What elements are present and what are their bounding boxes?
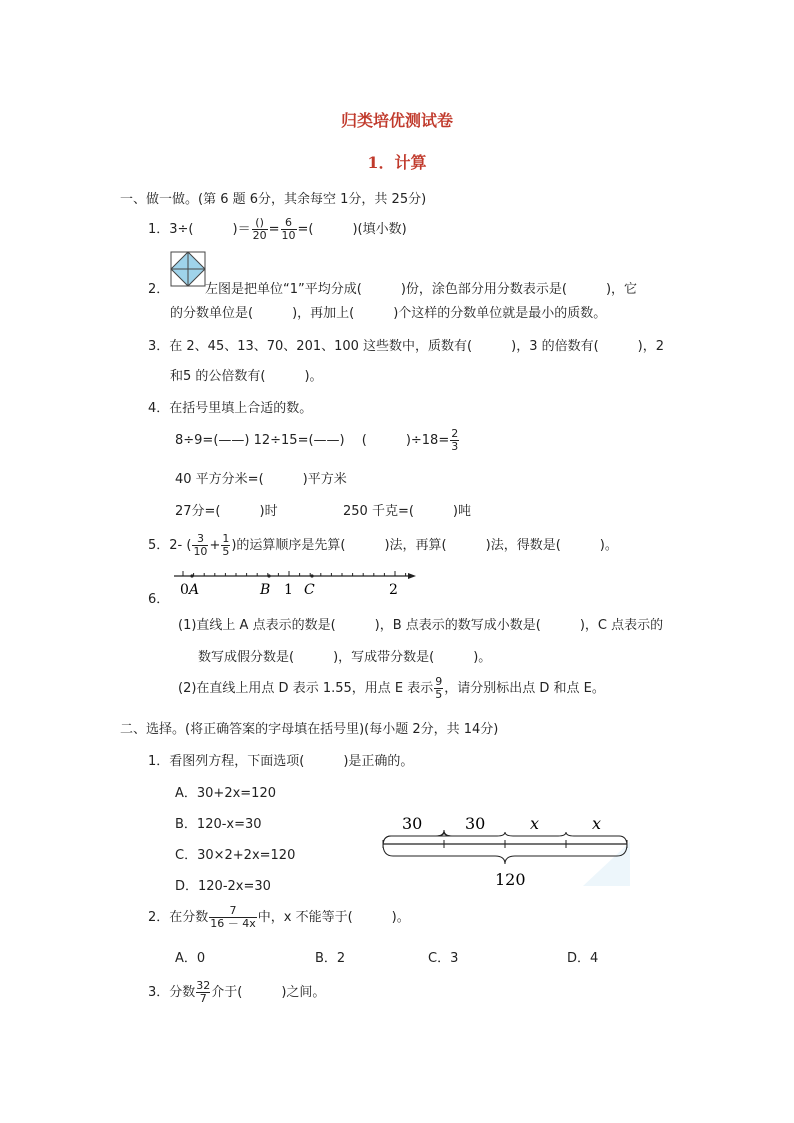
s2-q2-option-a: A．0 [175, 951, 206, 966]
question-1-1 [148, 217, 407, 242]
q3-line-2: 和5 的公倍数有( )。 [170, 369, 323, 384]
segment-label-2: 30 [465, 814, 486, 833]
s2-q2-text-a: 2．在分数 [148, 910, 209, 925]
q5-text-a: 5．2- ( [148, 538, 192, 553]
s2-q2-fraction: $\frac{7}{16 - 4x}$ [210, 904, 256, 930]
square-figure [170, 251, 206, 287]
tick-label-1: 1 [284, 582, 293, 598]
q6-fraction: $\frac{9}{5}$ [435, 675, 443, 701]
s2-q1-option-d: D．120-2x=30 [175, 879, 271, 894]
section-2-heading: 二、选择。(将正确答案的字母填在括号里)(每小题 2分，共 14分) [120, 722, 499, 737]
number-line [170, 566, 420, 600]
q6-part-2-text-b: ，请分别标出点 D 和点 E。 [444, 681, 605, 696]
point-label-c: C [304, 582, 315, 598]
q4-row-2: 40 平方分米=( )平方米 [175, 472, 347, 487]
section-1-heading: 一、做一做。(第 6 题 6分，其余每空 1分，共 25分) [120, 192, 427, 207]
q6-part-2-text-a: (2)在直线上用点 D 表示 1.55，用点 E 表示 [178, 681, 434, 696]
s2-question-3 [148, 980, 325, 1005]
page-title: 归类培优测试卷 [340, 111, 453, 130]
s2-q2-option-b: B．2 [315, 951, 346, 966]
tick-label-2: 2 [389, 582, 398, 598]
q5-text-b: )的运算顺序是先算( )法，再算( )法，得数是( )。 [231, 538, 618, 553]
point-label-a: A [189, 582, 200, 598]
q1-text-a: 1．3÷( )＝ [148, 222, 251, 237]
q4-row-3b: 250 千克=( )吨 [343, 504, 471, 519]
q6-part-2 [178, 676, 605, 701]
segment-label-3: x [530, 814, 540, 833]
q1-equal: = [268, 222, 280, 237]
s2-q1-option-a: A．30+2x=120 [175, 786, 276, 801]
segment-label-4: x [592, 814, 602, 833]
q1-text-b: =( )(填小数) [297, 222, 407, 237]
question-1-5 [148, 533, 618, 558]
q5-plus: + [209, 538, 221, 553]
q4-fraction: $\frac{2}{3}$ [451, 427, 459, 453]
tick-label-0: 0 [180, 582, 189, 598]
q6-part-1-line-1: (1)直线上 A 点表示的数是( )，B 点表示的数写成小数是( )，C 点表示的 [178, 618, 664, 633]
s2-q1-text: 1．看图列方程，下面选项( )是正确的。 [148, 754, 414, 769]
s2-q1-option-b: B．120-x=30 [175, 817, 262, 832]
s2-q2-option-c: C．3 [428, 951, 459, 966]
segment-diagram [378, 812, 634, 892]
section-title: 1．计算 [367, 153, 427, 172]
q4-row-1 [175, 428, 460, 453]
s2-q1-option-c: C．30×2+2x=120 [175, 848, 296, 863]
q4-row-3a: 27分=( )时 [175, 504, 278, 519]
q6-part-1-line-2: 数写成假分数是( )，写成带分数是( )。 [198, 650, 492, 665]
segment-label-1: 30 [402, 814, 423, 833]
s2-q3-text-b: 介于( )之间。 [211, 985, 326, 1000]
q5-fraction-2: $\frac{1}{5}$ [222, 532, 230, 558]
q5-fraction-1: $\frac{3}{10}$ [193, 532, 208, 558]
q2-number: 2． [148, 282, 170, 297]
q4-heading: 4．在括号里填上合适的数。 [148, 401, 313, 416]
s2-q2-text-b: 中，x 不能等于( )。 [257, 910, 410, 925]
q4-row-1-text: 8÷9=(——) 12÷15=(——) ( )÷18= [175, 433, 450, 448]
q2-line-1: 左图是把单位“1”平均分成( )份，涂色部分用分数表示是( )，它 [205, 282, 638, 297]
q6-number: 6． [148, 592, 170, 607]
s2-q3-text-a: 3．分数 [148, 985, 196, 1000]
q2-line-2: 的分数单位是( )，再加上( )个这样的分数单位就是最小的质数。 [170, 306, 607, 321]
s2-q3-fraction: $\frac{32}{7}$ [196, 979, 211, 1005]
s2-q2-option-d: D．4 [567, 951, 599, 966]
point-label-b: B [260, 582, 271, 598]
total-label: 120 [495, 870, 526, 889]
q1-fraction-1: $\frac{()}{20}$ [252, 216, 267, 242]
q3-line-1: 3．在 2、45、13、70、201、100 这些数中，质数有( )，3 的倍数有( )，2 [148, 339, 665, 354]
s2-question-2 [148, 905, 410, 930]
q1-fraction-2: $\frac{6}{10}$ [281, 216, 296, 242]
